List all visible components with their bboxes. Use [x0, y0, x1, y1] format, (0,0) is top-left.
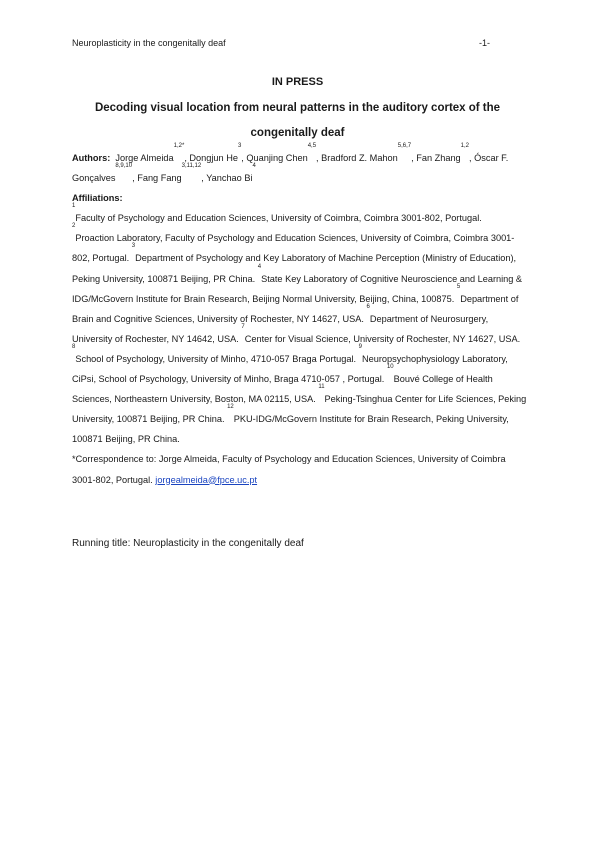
author-name: Quanjing Chen — [246, 153, 308, 163]
affiliations-label: Affiliations: — [72, 193, 123, 204]
author-affiliation-marker: 3 — [237, 143, 242, 149]
author-affiliation-marker: 8,9,10 — [115, 163, 133, 170]
affiliation-number: 11 — [318, 384, 325, 391]
affiliation-number: 8 — [72, 343, 76, 350]
affiliation-number: 3 — [131, 243, 136, 250]
affiliation-number: 4 — [257, 263, 262, 270]
author-affiliation-marker: 3,11,12 — [181, 163, 202, 170]
affiliation-number: 10 — [386, 364, 394, 371]
page-header — [72, 38, 490, 48]
author-name: Fan Zhang — [416, 153, 461, 163]
affiliation-text: Faculty of Psychology and Education Sciences, University of Coimbra, Coimbra 3001-802, Portugal. — [75, 213, 482, 224]
affiliation-number: 6 — [366, 303, 370, 310]
running-title: Running title: Neuroplasticity in the congenitally deaf — [72, 538, 304, 549]
affiliations-list — [72, 203, 527, 449]
affiliation-text: Neuropsychophysiology Laboratory, CiPsi, School of Psychology, University of Minho, Braga 4710-057 , Portugal. — [72, 353, 508, 385]
author-name: Dongjun He — [189, 153, 238, 163]
affiliation-text: Department of Psychology and Key Laboratory of Machine Perception (Ministry of Education), Peking University, 100871 Beijing, PR China. — [72, 253, 517, 284]
affiliation-text: Center for Visual Science, University of Rochester, NY 14627, USA. — [244, 333, 521, 344]
affiliation-number: 2 — [72, 223, 76, 230]
author-affiliation-marker: 5,6,7 — [397, 143, 412, 149]
affiliation-number: 12 — [227, 404, 234, 411]
author-name: Óscar F. Gonçalves — [72, 153, 509, 184]
authors-line — [72, 143, 527, 188]
author-affiliation-marker: 4,5 — [307, 143, 317, 149]
authors-list: Jorge Almeida$^{1,2*}$, Dongjun He$^3$, Quanjing Chen$^{4,5}$, Bradford Z. Mahon$^{5,6,7}$, Fan Zhang$^{1,2}$, Óscar F. Gonçalves$^{8,9,10}$, Fang Fang$^{3,11,12}$, Yanchao Bi$^4$ — [72, 143, 509, 184]
publication-status: IN PRESS — [271, 76, 324, 88]
author-affiliation-marker: 4 — [252, 163, 256, 170]
author-name: Fang Fang — [137, 173, 182, 184]
author-affiliation-marker: 1,2 — [460, 143, 470, 149]
affiliation-text: Department of Neurosurgery, University of Rochester, NY 14642, USA. — [72, 313, 489, 344]
affiliation-number: 9 — [358, 343, 362, 350]
author-name: Jorge Almeida — [115, 153, 174, 163]
affiliation-text: School of Psychology, University of Minho, 4710-057 Braga Portugal. — [75, 353, 357, 364]
correspondence-text: *Correspondence to: Jorge Almeida, Faculty of Psychology and Education Sciences, University of Coimbra 3001-802, Portugal. — [72, 454, 506, 485]
affiliation-text: State Key Laboratory of Cognitive Neuroscience and Learning & IDG/McGovern Institute for Brain Research, Beijing Normal University, Beijing, China, 100875. — [72, 273, 523, 304]
affiliation-text: Department of Brain and Cognitive Sciences, University of Rochester, NY 14627, USA. — [72, 293, 519, 324]
affiliation-item — [241, 323, 521, 344]
page-number: -1- — [479, 38, 490, 48]
author-name: Bradford Z. Mahon — [321, 153, 398, 163]
affiliation-item — [72, 203, 482, 224]
affiliation-item — [72, 343, 357, 364]
affiliation-number: 7 — [241, 323, 245, 330]
correspondence — [72, 449, 527, 489]
email-link[interactable]: jorgealmeida@fpce.uc.pt — [155, 474, 258, 485]
affiliation-text: Proaction Laboratory, Faculty of Psychology and Education Sciences, University of Coimbra, Coimbra 3001-802, Portugal. — [72, 233, 515, 264]
authors-label: Authors: — [72, 153, 111, 163]
affiliation-text: Peking-Tsinghua Center for Life Sciences, Peking University, 100871 Beijing, PR China. — [72, 394, 527, 425]
author-name: Yanchao Bi — [206, 173, 253, 184]
affiliation-text: PKU-IDG/McGovern Institute for Brain Research, Peking University, 100871 Beijing, PR China. — [72, 414, 509, 445]
affiliation-number: 5 — [456, 283, 461, 290]
running-head: Neuroplasticity in the congenitally deaf — [72, 38, 226, 48]
front-matter — [72, 143, 527, 490]
affiliation-number: 1 — [72, 203, 76, 210]
paper-title: Decoding visual location from neural patterns in the auditory cortex of the congenitally deaf — [94, 102, 501, 139]
affiliation-text: Bouvé College of Health Sciences, Northeastern University, Boston, MA 02115, USA. — [72, 374, 493, 405]
author-affiliation-marker: 1,2* — [173, 143, 185, 149]
